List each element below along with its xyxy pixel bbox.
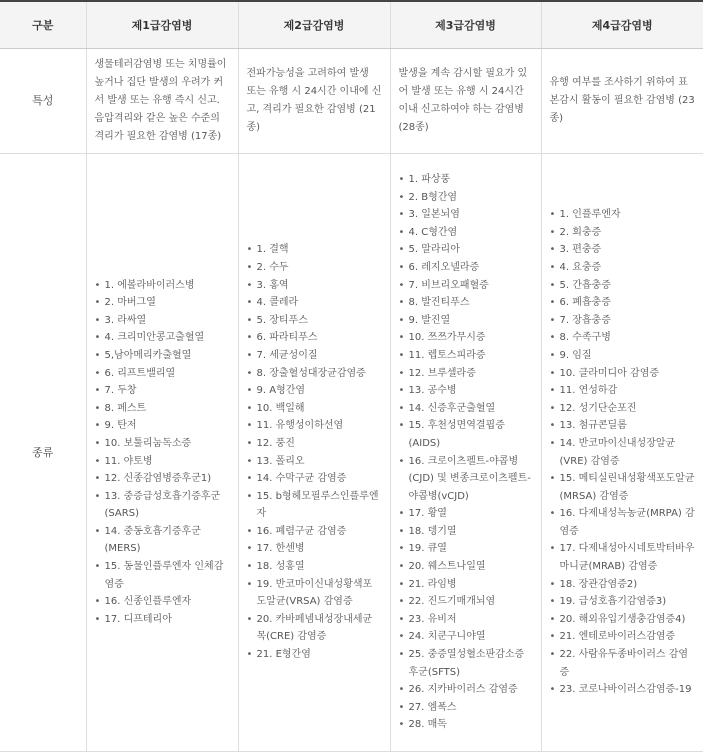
disease-list-item: • 12. 신종감염병증후군1) — [94, 470, 230, 488]
header-category: 구분 — [0, 1, 86, 49]
disease-list-item: • 25. 중증열성혈소판감소증후군(SFTS) — [398, 646, 533, 681]
disease-list-item: • 16. 크로이츠펠트-야콥병(CJD) 및 변종크로이츠펠트-야콥병(vCJD) — [398, 453, 533, 506]
disease-list-item: • 15. 동물인플루엔자 인체감염증 — [94, 558, 230, 593]
disease-list-item: • 4. 크리미안콩고출혈열 — [94, 329, 230, 347]
disease-list-item: • 15. 메티실린내성황색포도알균(MRSA) 감염증 — [549, 470, 696, 505]
disease-list-item: • 22. 사람유두종바이러스 감염증 — [549, 646, 696, 681]
header-grade1: 제1급감염병 — [86, 1, 238, 49]
grade2-disease-list — [246, 241, 382, 663]
disease-list-item: • 18. 뎅기열 — [398, 523, 533, 541]
disease-list-item: • 5,남아메리카출혈열 — [94, 347, 230, 365]
disease-list-item: • 17. 황열 — [398, 505, 533, 523]
disease-list-item: • 2. 수두 — [246, 259, 382, 277]
disease-list-item: • 5. 말라리아 — [398, 241, 533, 259]
disease-list-item: • 7. 세균성이질 — [246, 347, 382, 365]
disease-list-item: • 24. 치쿤구니야열 — [398, 628, 533, 646]
disease-list-item: • 1. 결핵 — [246, 241, 382, 259]
disease-list-item: • 12. 풍진 — [246, 435, 382, 453]
disease-list-item: • 7. 비브리오패혈증 — [398, 277, 533, 295]
disease-list-item: • 7. 장흡충증 — [549, 312, 696, 330]
disease-list-item: • 10. 보툴리눔독소증 — [94, 435, 230, 453]
disease-list-item: • 23. 유비저 — [398, 611, 533, 629]
disease-list-item: • 13. 폴리오 — [246, 453, 382, 471]
kinds-grade4-cell — [541, 154, 703, 752]
disease-list-item: • 10. 클라미디아 감염증 — [549, 365, 696, 383]
disease-list-item: • 14. 반코마이신내성장알균(VRE) 감염증 — [549, 435, 696, 470]
feature-grade3: 발생을 계속 감시할 필요가 있어 발생 또는 유행 시 24시간 이내 신고하여야 하는 감염병 (28종) — [390, 49, 541, 154]
feature-grade2: 전파가능성을 고려하여 발생 또는 유행 시 24시간 이내에 신고, 격리가 필요한 감염병 (21종) — [238, 49, 390, 154]
disease-list-item: • 3. 편충증 — [549, 241, 696, 259]
disease-list-item: • 11. 연성하감 — [549, 382, 696, 400]
kinds-grade2-cell — [238, 154, 390, 752]
disease-list-item: • 26. 지카바이러스 감염증 — [398, 681, 533, 699]
disease-list-item: • 2. 마버그열 — [94, 294, 230, 312]
disease-list-item: • 21. 엔테로바이러스감염증 — [549, 628, 696, 646]
disease-list-item: • 19. 큐열 — [398, 540, 533, 558]
disease-list-item: • 16. 다제내성녹농균(MRPA) 감염증 — [549, 505, 696, 540]
disease-list-item: • 17. 다제내성아시네토박터바우마니균(MRAB) 감염증 — [549, 540, 696, 575]
feature-grade1: 생물테러감염병 또는 치명률이 높거나 집단 발생의 우려가 커서 발생 또는 유행 즉시 신고. 음압격리와 같은 높은 수준의 격리가 필요한 감염병 (17종) — [86, 49, 238, 154]
header-row — [0, 1, 703, 49]
disease-list-item: • 8. 발진티푸스 — [398, 294, 533, 312]
disease-list-item: • 6. 폐흡충증 — [549, 294, 696, 312]
disease-list-item: • 2. B형간염 — [398, 189, 533, 207]
disease-list-item: • 10. 백일해 — [246, 400, 382, 418]
disease-list-item: • 1. 인플루엔자 — [549, 206, 696, 224]
disease-list-item: • 18. 장관감염증2) — [549, 576, 696, 594]
disease-list-item: • 16. 신종인플루엔자 — [94, 593, 230, 611]
disease-list-item: • 14. 신증후군출혈열 — [398, 400, 533, 418]
disease-list-item: • 4. C형간염 — [398, 224, 533, 242]
disease-list-item: • 5. 간흡충증 — [549, 277, 696, 295]
disease-list-item: • 17. 디프테리아 — [94, 611, 230, 629]
disease-list-item: • 10. 쯔쯔가무시증 — [398, 329, 533, 347]
disease-list-item: • 5. 장티푸스 — [246, 312, 382, 330]
disease-list-item: • 20. 카바페넴내성장내세균목(CRE) 감염증 — [246, 611, 382, 646]
disease-list-item: • 11. 야토병 — [94, 453, 230, 471]
disease-list-item: • 7. 두창 — [94, 382, 230, 400]
kinds-label: 종류 — [0, 154, 86, 752]
disease-list-item: • 17. 한센병 — [246, 540, 382, 558]
kinds-grade3-cell — [390, 154, 541, 752]
disease-list-item: • 9. 발진열 — [398, 312, 533, 330]
disease-list-item: • 9. 탄저 — [94, 417, 230, 435]
disease-list-item: • 15. b형헤모필루스인플루엔자 — [246, 488, 382, 523]
disease-list-item: • 8. 수족구병 — [549, 329, 696, 347]
disease-list-item: • 8. 페스트 — [94, 400, 230, 418]
disease-list-item: • 14. 수막구균 감염증 — [246, 470, 382, 488]
disease-list-item: • 27. 엠폭스 — [398, 699, 533, 717]
disease-list-item: • 1. 에볼라바이러스병 — [94, 277, 230, 295]
header-grade2: 제2급감염병 — [238, 1, 390, 49]
disease-list-item: • 12. 브루셀라증 — [398, 365, 533, 383]
disease-list-item: • 11. 유행성이하선염 — [246, 417, 382, 435]
disease-list-item: • 28. 매독 — [398, 716, 533, 734]
header-grade4: 제4급감염병 — [541, 1, 703, 49]
disease-list-item: • 2. 회충증 — [549, 224, 696, 242]
kinds-row — [0, 154, 703, 752]
disease-list-item: • 13. 공수병 — [398, 382, 533, 400]
disease-list-item: • 12. 성기단순포진 — [549, 400, 696, 418]
disease-list-item: • 6. 리프트밸리열 — [94, 365, 230, 383]
disease-list-item: • 19. 급성호흡기감염증3) — [549, 593, 696, 611]
disease-list-item: • 9. A형간염 — [246, 382, 382, 400]
disease-list-item: • 13. 중증급성호흡기증후군(SARS) — [94, 488, 230, 523]
disease-list-item: • 22. 진드기매개뇌염 — [398, 593, 533, 611]
disease-list-item: • 11. 렙토스피라증 — [398, 347, 533, 365]
disease-list-item: • 15. 후천성면역결핍증(AIDS) — [398, 417, 533, 452]
disease-list-item: • 1. 파상풍 — [398, 171, 533, 189]
disease-list-item: • 16. 폐렴구균 감염증 — [246, 523, 382, 541]
disease-list-item: • 9. 임질 — [549, 347, 696, 365]
grade1-disease-list — [94, 277, 230, 629]
disease-list-item: • 3. 일본뇌염 — [398, 206, 533, 224]
disease-list-item: • 18. 성홍열 — [246, 558, 382, 576]
disease-list-item: • 13. 첨규콘딜롬 — [549, 417, 696, 435]
disease-list-item: • 19. 반코마이신내성황색포도알균(VRSA) 감염증 — [246, 576, 382, 611]
feature-row — [0, 49, 703, 154]
kinds-grade1-cell — [86, 154, 238, 752]
disease-list-item: • 23. 코로나바이러스감염증-19 — [549, 681, 696, 699]
disease-list-item: • 20. 해외유입기생충감염증4) — [549, 611, 696, 629]
header-grade3: 제3급감염병 — [390, 1, 541, 49]
grade3-disease-list — [398, 171, 533, 734]
disease-list-item: • 3. 홍역 — [246, 277, 382, 295]
feature-label: 특성 — [0, 49, 86, 154]
disease-list-item: • 14. 중동호흡기증후군(MERS) — [94, 523, 230, 558]
disease-list-item: • 21. 라임병 — [398, 576, 533, 594]
disease-list-item: • 20. 웨스트나일열 — [398, 558, 533, 576]
disease-list-item: • 4. 요충증 — [549, 259, 696, 277]
feature-grade4: 유행 여부를 조사하기 위하여 표본감시 활동이 필요한 감염병 (23종) — [541, 49, 703, 154]
disease-list-item: • 6. 레지오넬라증 — [398, 259, 533, 277]
disease-list-item: • 3. 라싸열 — [94, 312, 230, 330]
disease-list-item: • 21. E형간염 — [246, 646, 382, 664]
disease-list-item: • 8. 장출혈성대장균감염증 — [246, 365, 382, 383]
disease-list-item: • 6. 파라티푸스 — [246, 329, 382, 347]
grade4-disease-list — [549, 206, 696, 699]
disease-list-item: • 4. 콜레라 — [246, 294, 382, 312]
